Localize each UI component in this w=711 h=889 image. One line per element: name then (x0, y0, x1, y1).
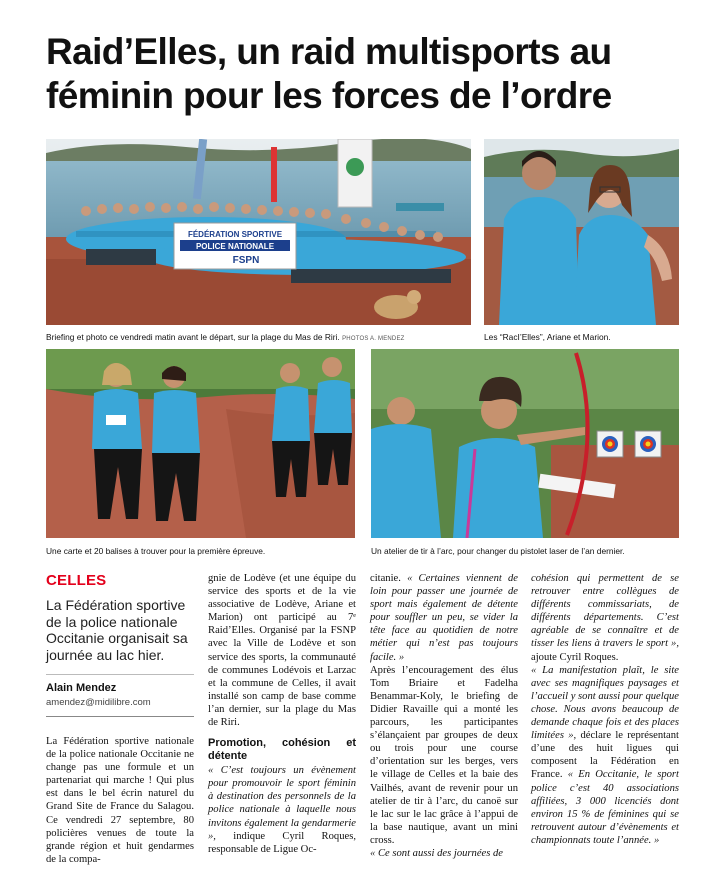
photo-archery (371, 349, 679, 538)
body-paragraph: gnie de Lodève (et une équipe du service des sports et de la vie associative de Lodève, Ariane et Marion) ont participé au 7ᵉ Raid’Elles. Organisé par la FSNP avec la Ville de Lodève et son service des sports, la communauté de communes Lodévois et Larzac et la commune de Celles, il avait installé son camp de base comme l’an dernier, sur la plage du Mas de Riri. (208, 573, 356, 729)
body-column-2 (208, 572, 356, 856)
banner-line-1: FÉDÉRATION SPORTIVE (187, 230, 283, 239)
photo-orienteering (46, 349, 355, 538)
quote: « En Occitanie, le sport police c’est 40 associations affiliées, 3 000 licenciés dont environ 15 % de féminines qui se retrouvent autour d’évènements et championnats toute l’année. » (531, 769, 679, 846)
quote: « La manifestation plaît, le site avec ses magnifiques paysages et l’accueil y sont aussi pour quelque chose. Nous avons beaucoup de demande chaque fois et des places limitées », (531, 664, 679, 742)
photo-credit: PHOTOS A. MENDEZ (342, 336, 405, 342)
quote: cohésion qui permettent de se retrouver entre collègues de différents commissariats, de différents départements. C’est agréable de se connaître et de tisser les liens à travers le sport », (531, 573, 679, 650)
photo-group-caption-wrap (46, 332, 405, 342)
photo-orienteering-caption: Une carte et 20 balises à trouver pour la première épreuve. (46, 546, 266, 556)
body-text: déclare le représentant d’une des huit ligues qui composent la Fédération en France. (531, 730, 680, 781)
standfirst: La Fédération sportive de la police nationale Occitanie organisait sa journée au lac hier. (46, 597, 188, 663)
divider (46, 674, 194, 675)
body-paragraph: Après l’encouragement des élus Tom Briaire et Fadelha Benammar-Koly, le briefing de Didier Ravaille qui a monté les parcours, les participantes s’élançaient par groupes de deux ou trois pour une course d’orientation sur les berges, vers le village de Celles et la baie des Vailhés, avant de revenir pour un atelier de tir à l’arc, du canoë sur le lac sur le lac grâce à l’appui de la base nautique, avant un mini cross. (370, 664, 518, 846)
photo-group-briefing (46, 139, 471, 325)
body-column-1 (46, 735, 194, 866)
photo-two-women-caption: Les “RacI’Elles”, Ariane et Marion. (484, 332, 611, 342)
banner-line-2: POLICE NATIONALE (195, 242, 275, 251)
banner-logo: FSPN (232, 255, 260, 266)
quote: « Ce sont aussi des journées de (370, 847, 504, 859)
author-email: amendez@midilibre.com (46, 697, 151, 708)
subheading: Promotion, cohésion et détente (208, 737, 356, 763)
body-column-4 (531, 572, 679, 847)
body-text: citanie. (370, 573, 408, 584)
body-text: indique Cyril Roques, responsable de Ligue Oc- (208, 830, 356, 855)
quote: « C’est toujours un évènement pour promouvoir le sport féminin à destination des personnels de la police nationale à laquelle nous invitons également la gendarmerie », (208, 765, 356, 842)
author-name: Alain Mendez (46, 682, 117, 694)
body-paragraph: La Fédération sportive nationale de la police nationale Occitanie ne change pas une formule et un partenariat qui marche ! Qui plus est dans le bel écrin naturel du Grand Site de France du Salagou. Ce vendredi 27 septembre, 80 policières venues de toute la grande région et huit gendarmes de la compa- (46, 736, 194, 865)
photo-group-caption: Briefing et photo ce vendredi matin avant le départ, sur la plage du Mas de Riri. (46, 332, 340, 342)
kicker: CELLES (46, 572, 107, 589)
quote: « Certaines viennent de loin pour passer une journée de sport mais également de détente pour souffler un peu, se vider la tête face au quotidien de notre métier qui n’est pas toujours facile. » (370, 573, 519, 663)
photo-archery-caption: Un atelier de tir à l’arc, pour changer du pistolet laser de l’an dernier. (371, 546, 625, 556)
divider (46, 716, 194, 717)
body-text: ajoute Cyril Roques. (531, 651, 619, 663)
photo-two-women (484, 139, 679, 325)
body-column-3 (370, 572, 518, 860)
headline: Raid’Elles, un raid multisports au féminin pour les forces de l’ordre (46, 31, 612, 116)
